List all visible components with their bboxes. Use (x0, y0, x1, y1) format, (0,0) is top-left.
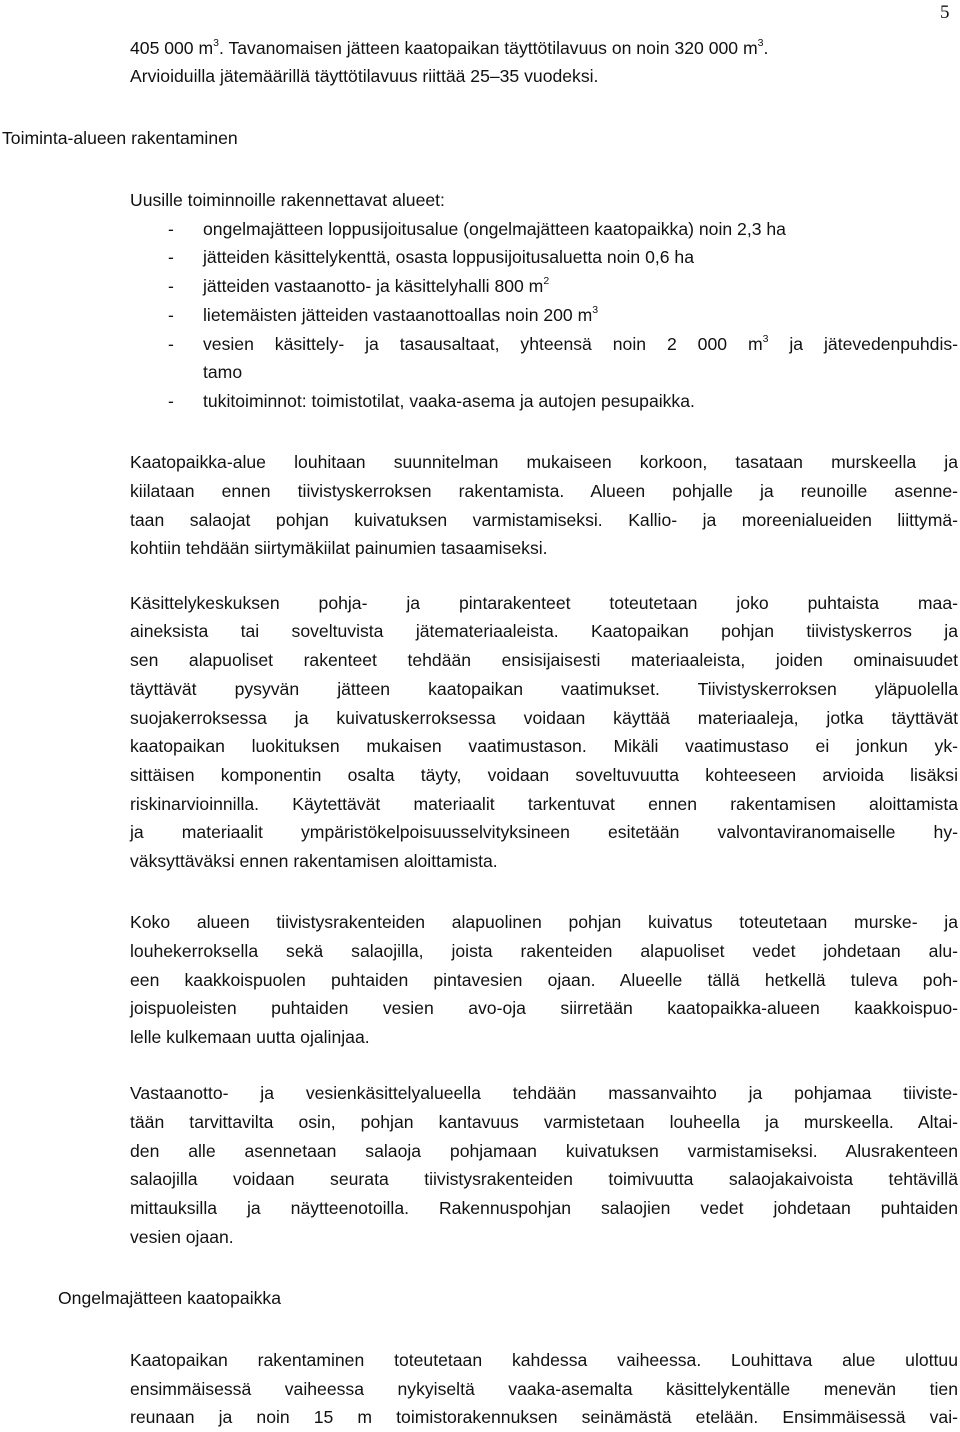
list-item-continuation: tamo (203, 362, 243, 382)
paragraph-line: suojakerroksessa ja kuivatuskerroksessa voidaan käyttää materiaaleja, jotka täyttävät (130, 708, 958, 728)
paragraph-line: reunaan ja noin 15 m toimistorakennuksen seinämästä etelään. Ensimmäisessä vai- (130, 1407, 958, 1427)
paragraph-line: kaatopaikan luokituksen mukaisen vaatimustason. Mikäli vaatimustaso ei jonkun yk- (130, 736, 958, 756)
list-bullet: - (168, 391, 174, 411)
paragraph-line: salaojilla voidaan seurata tiivistysrakenteiden toimivuutta salaojakaivoista tehtävillä (130, 1169, 958, 1189)
list-bullet: - (168, 219, 174, 239)
list-bullet: - (168, 305, 174, 325)
list-item (203, 330, 958, 358)
paragraph-line: mittauksilla ja näytteenotoilla. Rakennuspohjan salaojien vedet johdetaan puhtaiden (130, 1198, 958, 1218)
list-intro: Uusille toiminnoille rakennettavat alueet: (130, 190, 445, 210)
superscript: 3 (213, 37, 219, 49)
top-paragraph-line-1 (130, 34, 768, 62)
text-fragment: vesien käsittely- ja tasausaltaat, yhteensä noin 2 000 m (203, 334, 763, 354)
superscript: 3 (757, 37, 764, 49)
paragraph-line: kiilataan ennen tiivistyskerroksen rakentamista. Alueen pohjalle ja reunoille asenne- (130, 481, 958, 501)
paragraph-line: joispuoleisten puhtaiden vesien avo-oja siirretään kaatopaikka-alueen kaakkoispuo- (130, 998, 958, 1018)
list-bullet: - (168, 247, 174, 267)
paragraph-line: louhekerroksella sekä salaojilla, joista rakenteiden alapuoliset vedet johdetaan alu- (130, 941, 958, 961)
text-fragment: . Tavanomaisen jätteen kaatopaikan täyttötilavuus on noin 320 000 m (219, 38, 758, 58)
paragraph-line: taan salaojat pohjan kuivatuksen varmistamiseksi. Kallio- ja moreenialueiden liittymä- (130, 510, 958, 530)
list-item: ongelmajätteen loppusijoitusalue (ongelmajätteen kaatopaikka) noin 2,3 ha (203, 219, 786, 239)
paragraph-line: een kaakkoispuolen puhtaiden pintavesien ojaan. Alueelle tällä hetkellä tuleva poh- (130, 970, 958, 990)
list-item (203, 301, 598, 329)
paragraph-line: lelle kulkemaan uutta ojalinjaa. (130, 1027, 370, 1047)
paragraph-line: ja materiaalit ympäristökelpoisuusselvityksineen esitetään valvontaviranomaiselle hy- (130, 822, 958, 842)
section-heading: Toiminta-alueen rakentaminen (2, 128, 238, 148)
paragraph-line: sittäisen komponentin osalta täyty, voidaan soveltuvuutta kohteeseen arvioida lisäksi (130, 765, 958, 785)
paragraph-line: ensimmäisessä vaiheessa nykyiseltä vaaka-asemalta käsittelykentälle menevän tien (130, 1379, 958, 1399)
paragraph-line: Vastaanotto- ja vesienkäsittelyalueella tehdään massanvaihto ja pohjamaa tiiviste- (130, 1083, 958, 1103)
superscript: 3 (592, 304, 599, 316)
text-fragment: . (763, 38, 769, 58)
paragraph-line: tään tarvittavilta osin, pohjan kantavuus varmistetaan louheella ja murskeella. Altai- (130, 1112, 958, 1132)
text-fragment: 405 000 m (130, 38, 214, 58)
paragraph-line: täyttävät pysyvän jätteen kaatopaikan vaatimukset. Tiivistyskerroksen yläpuolella (130, 679, 958, 699)
paragraph-line: Käsittelykeskuksen pohja- ja pintarakenteet toteutetaan joko puhtaista maa- (130, 593, 958, 613)
superscript: 2 (543, 275, 550, 287)
superscript: 3 (762, 333, 769, 345)
text-fragment: jätteiden vastaanotto- ja käsittelyhalli 800 m (203, 276, 544, 296)
list-item: jätteiden käsittelykenttä, osasta loppusijoitusaluetta noin 0,6 ha (203, 247, 694, 267)
list-item (203, 272, 549, 300)
paragraph-line: aineksista tai soveltuvista jätemateriaaleista. Kaatopaikan pohjan tiivistyskerros ja (130, 621, 958, 641)
list-bullet: - (168, 334, 174, 354)
paragraph-line: väksyttäväksi ennen rakentamisen aloittamista. (130, 851, 498, 871)
section-heading: Ongelmajätteen kaatopaikka (58, 1288, 281, 1308)
page-number: 5 (940, 2, 950, 23)
paragraph-line: Kaatopaikan rakentaminen toteutetaan kahdessa vaiheessa. Louhittava alue ulottuu (130, 1350, 958, 1370)
paragraph-line: kohtiin tehdään siirtymäkiilat painumien tasaamiseksi. (130, 538, 548, 558)
paragraph-line: Kaatopaikka-alue louhitaan suunnitelman mukaiseen korkoon, tasataan murskeella ja (130, 452, 958, 472)
list-bullet: - (168, 276, 174, 296)
paragraph-line: riskinarvioinnilla. Käytettävät materiaalit tarkentuvat ennen rakentamisen aloittamista (130, 794, 958, 814)
paragraph-line: sen alapuoliset rakenteet tehdään ensisijaisesti materiaaleista, joiden ominaisuudet (130, 650, 958, 670)
paragraph-line: den alle asennetaan salaoja pohjamaan kuivatuksen varmistamiseksi. Alusrakenteen (130, 1141, 958, 1161)
list-item: tukitoiminnot: toimistotilat, vaaka-asema ja autojen pesupaikka. (203, 391, 695, 411)
paragraph-line: vesien ojaan. (130, 1227, 234, 1247)
paragraph-line: Koko alueen tiivistysrakenteiden alapuolinen pohjan kuivatus toteutetaan murske- ja (130, 912, 958, 932)
text-fragment: lietemäisten jätteiden vastaanottoallas noin 200 m (203, 305, 593, 325)
top-paragraph-line-2: Arvioiduilla jätemäärillä täyttötilavuus riittää 25–35 vuodeksi. (130, 66, 599, 86)
text-fragment: ja jätevedenpuhdis- (768, 334, 959, 354)
